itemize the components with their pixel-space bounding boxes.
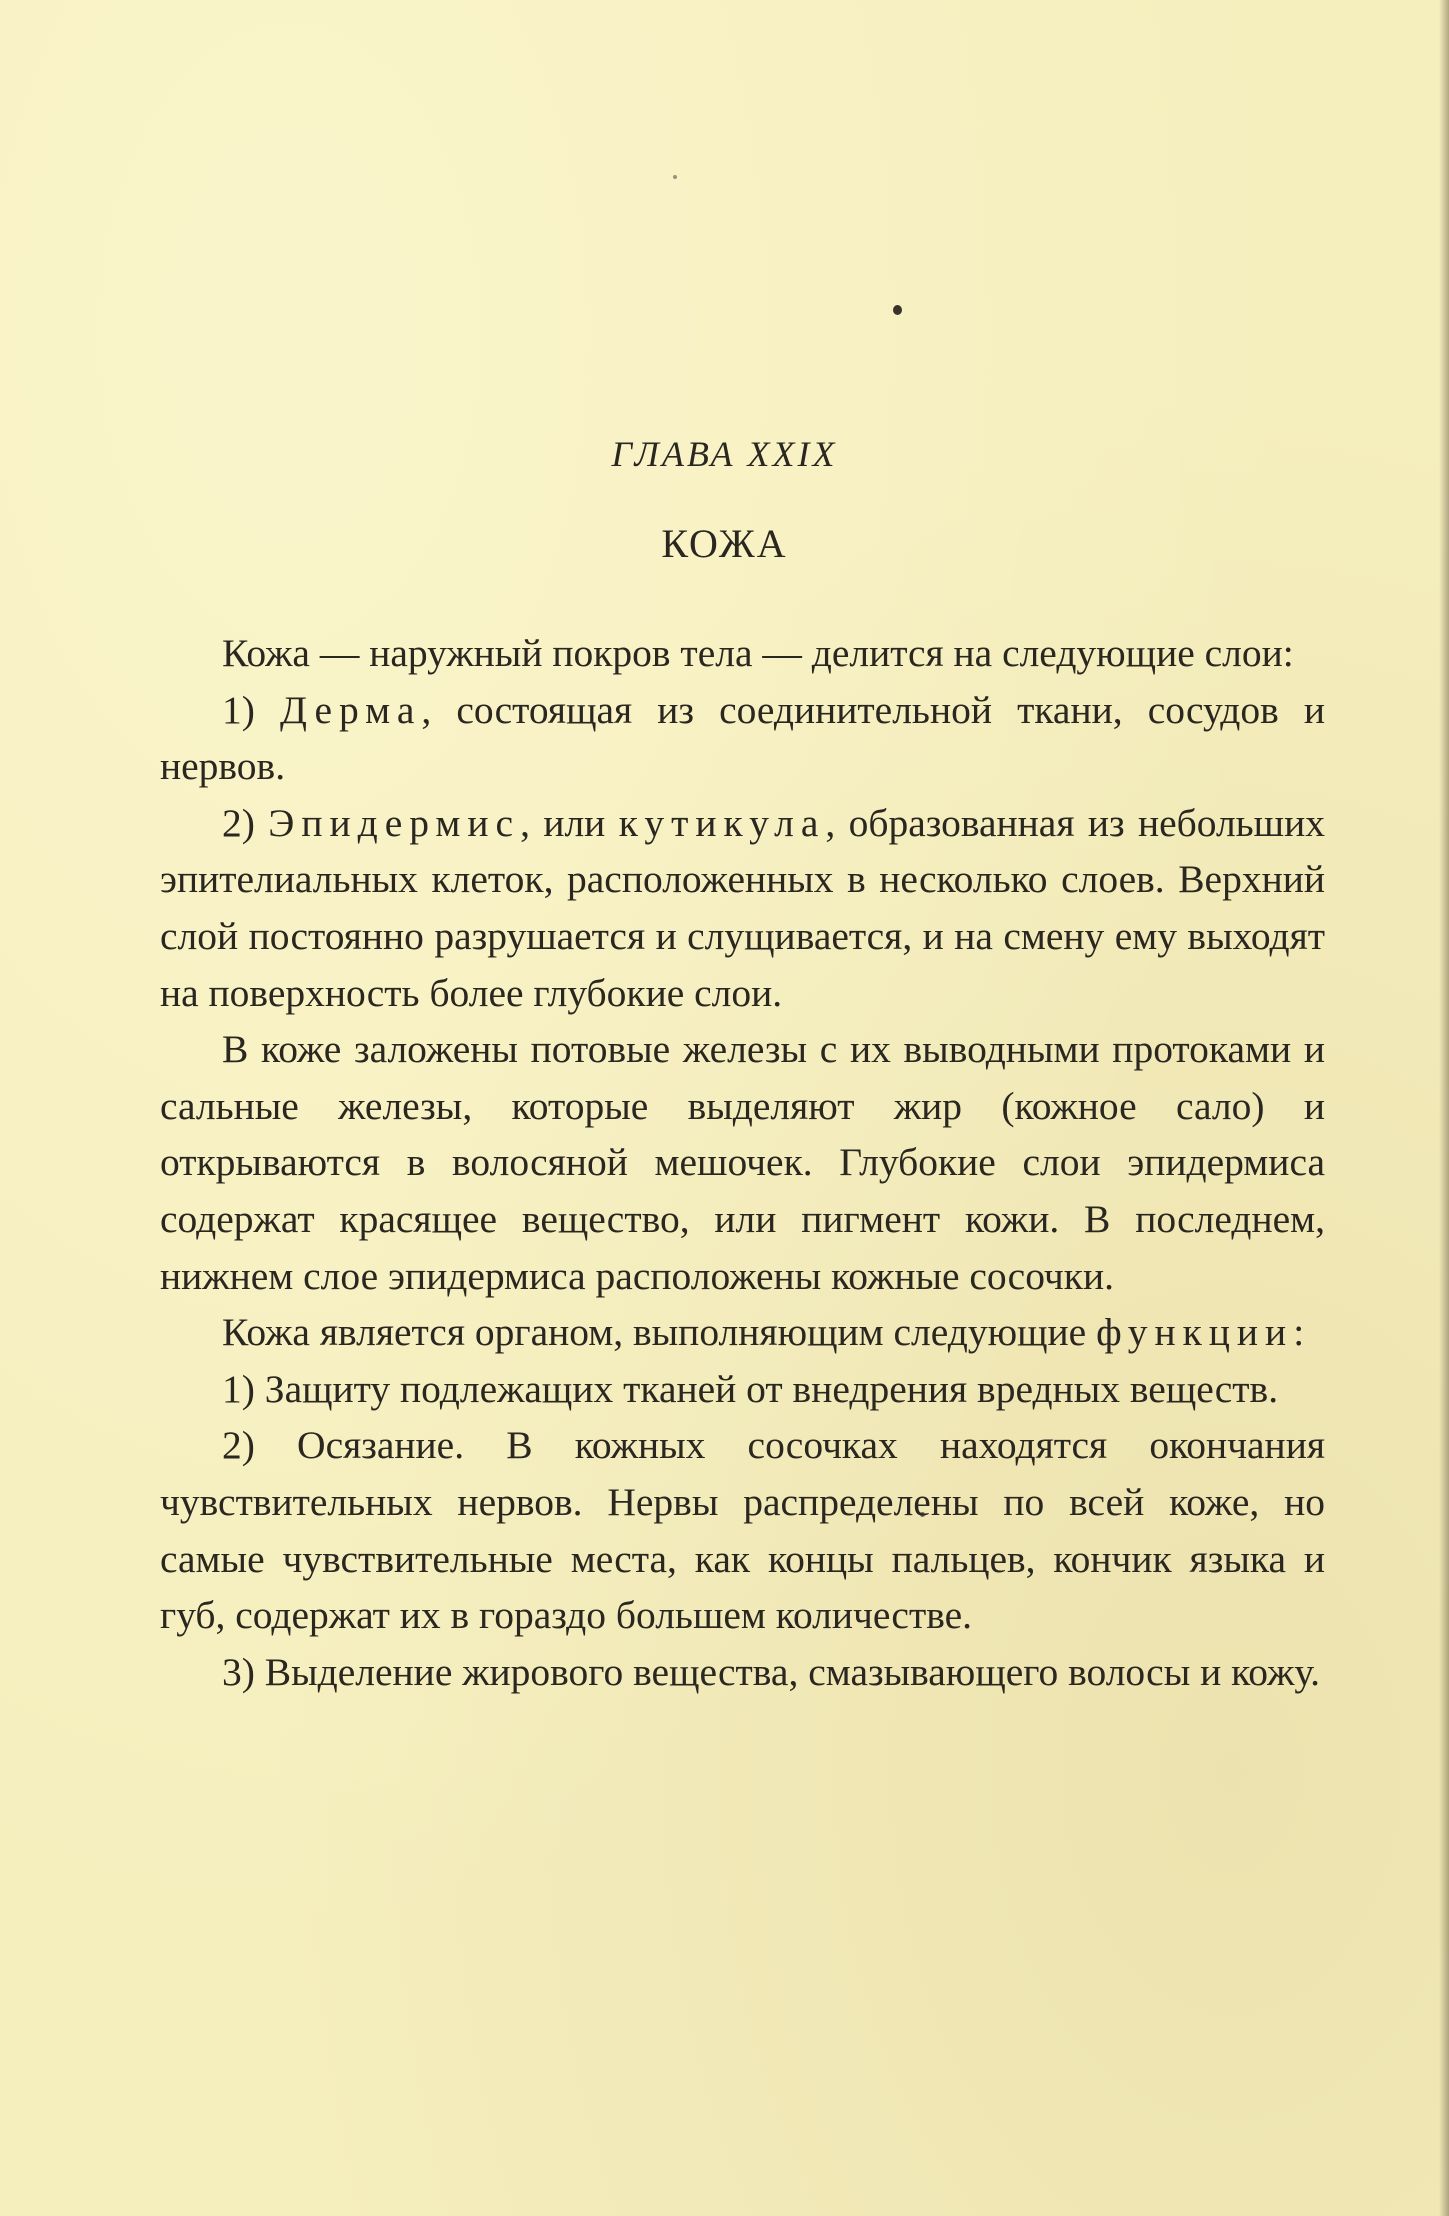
paper-speck — [893, 305, 902, 315]
text-segment: : — [1293, 1310, 1305, 1355]
paragraph — [160, 1644, 1325, 1701]
spaced-term: Дерма — [280, 687, 422, 732]
chapter-title: КОЖА — [661, 521, 788, 566]
paper-speck — [673, 175, 677, 179]
page-edge-shadow — [1439, 0, 1449, 2216]
text-segment: Кожа является органом, выполняющим следующие — [222, 1310, 1097, 1355]
spaced-term: кутикула — [618, 800, 826, 845]
text-segment: 3) Выделение жирового вещества, смазывающего волосы и кожу. — [222, 1649, 1321, 1694]
text-segment: 1) — [222, 687, 281, 732]
text-segment: 1) Защиту подлежащих тканей от внедрения вредных веществ. — [222, 1366, 1279, 1411]
paragraph — [160, 1361, 1325, 1418]
text-segment: Кожа — наружный покров тела — делится на следующие слои: — [222, 631, 1294, 675]
chapter-heading: ГЛАВА XXIX — [611, 434, 838, 474]
body-text — [160, 625, 1325, 1700]
text-segment: , образованная из небольших эпителиальных клеток, расположенных в несколько слоев. Верхний слой постоянно разрушается и слущивается, и на смену ему выходят на поверхность более глубокие слои. — [160, 800, 1325, 1015]
text-segment: , состоящая из соединительной ткани, сосудов и нервов. — [160, 687, 1325, 789]
paragraph — [160, 1417, 1325, 1643]
paragraph — [160, 625, 1325, 682]
paragraph — [160, 795, 1325, 1021]
paragraph — [160, 682, 1325, 795]
spaced-term: функции — [1096, 1310, 1294, 1355]
text-segment: В коже заложены потовые железы с их выводными протоками и сальные железы, которые выделяют жир (кожное сало) и открываются в волосяной мешочек. Глубокие слои эпидермиса содержат красящее вещество, или пигмент кожи. В последнем, нижнем слое эпидермиса расположены кожные сосочки. — [160, 1027, 1325, 1298]
paragraph — [160, 1021, 1325, 1304]
text-segment: 2) Осязание. В кожных сосочках находятся окончания чувствительных нервов. Нервы распределены по всей коже, но самые чувствительные места, как концы пальцев, кончик языка и губ, содержат их в гораздо большем количестве. — [160, 1423, 1325, 1638]
paragraph — [160, 1304, 1325, 1361]
text-segment: 2) — [222, 800, 269, 845]
spaced-term: Эпидермис — [268, 800, 521, 845]
text-segment: , или — [520, 800, 619, 845]
